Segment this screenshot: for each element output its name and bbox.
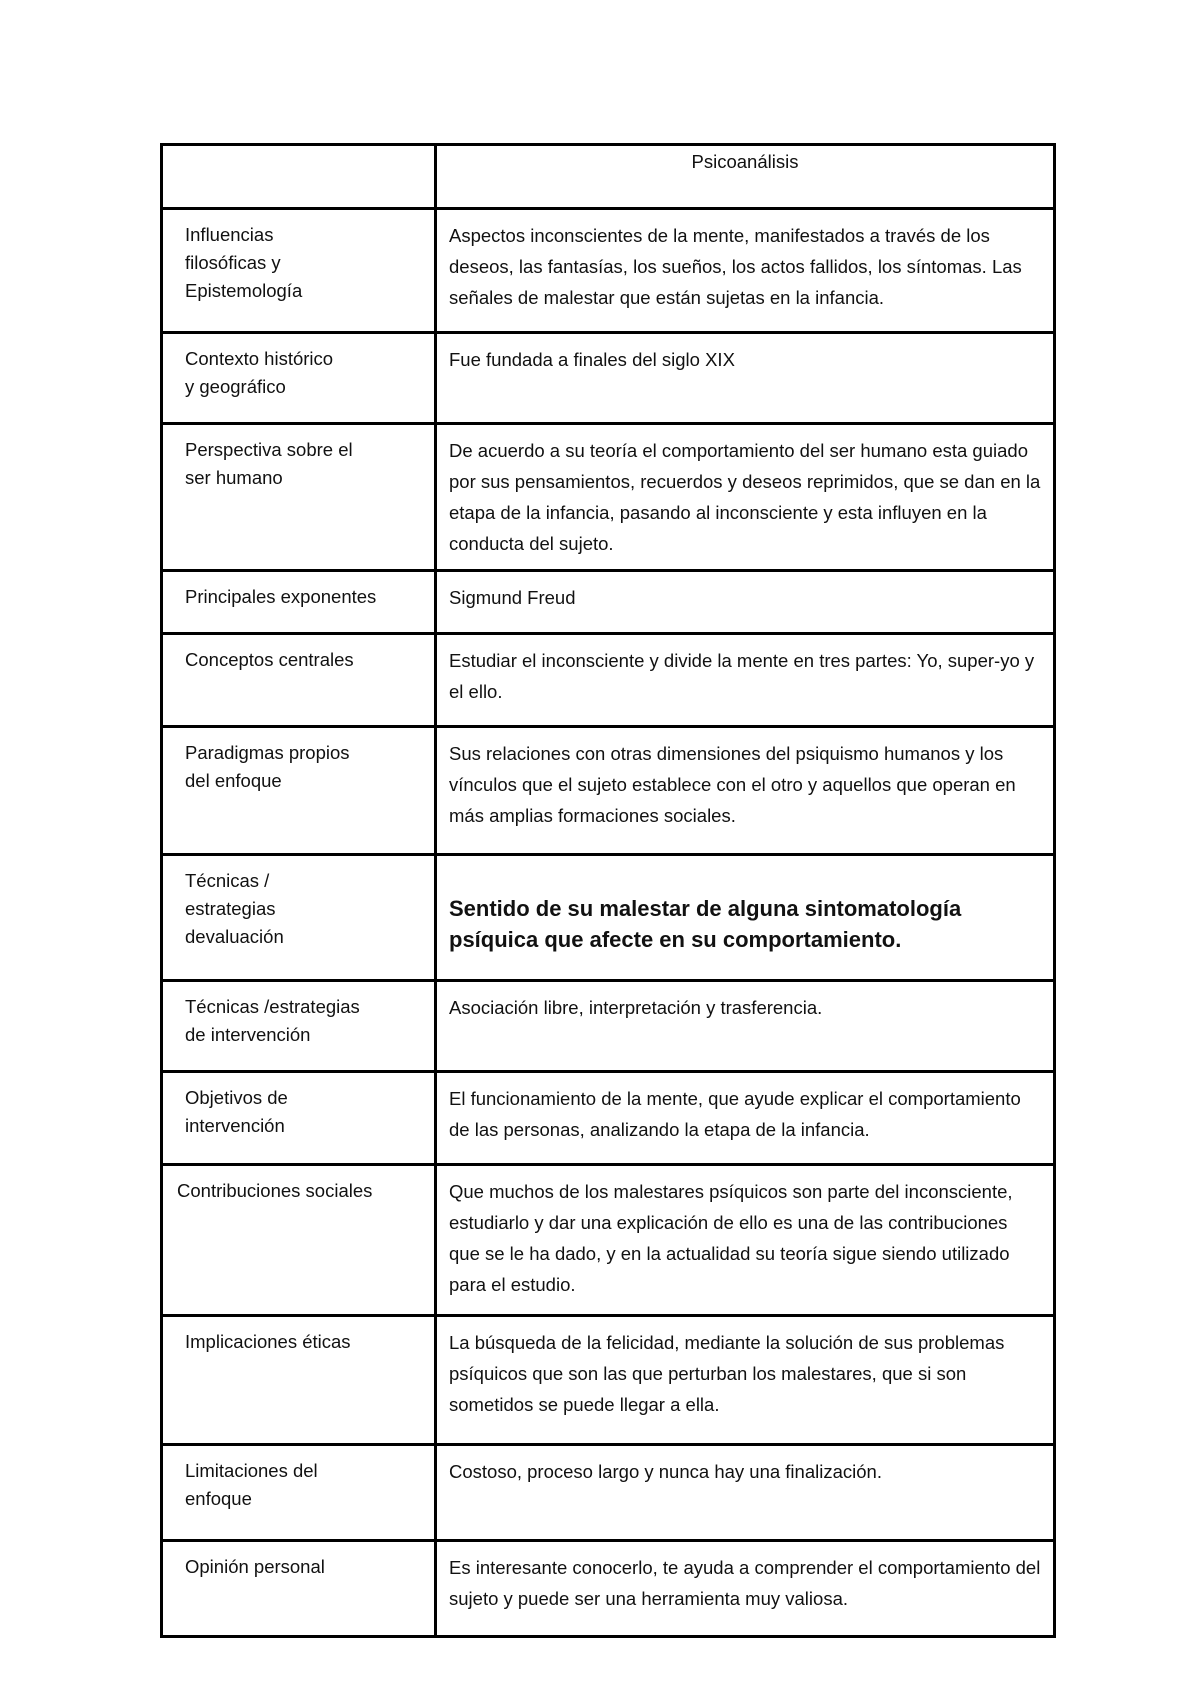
table-row xyxy=(162,209,1055,333)
label-line: enfoque xyxy=(185,1488,252,1509)
row-value-influencias: Aspectos inconscientes de la mente, manifestados a través de los deseos, las fantasías, los sueños, los actos fallidos, los síntomas. Las señales de malestar que están sujetas en la infancia. xyxy=(436,209,1055,333)
label-line: estrategias xyxy=(185,898,276,919)
table-row xyxy=(162,1316,1055,1445)
label-line: del enfoque xyxy=(185,770,282,791)
row-value-tecnicas-evaluacion: Sentido de su malestar de alguna sintomatología psíquica que afecte en su comportamiento. xyxy=(436,855,1055,981)
label-line: ser humano xyxy=(185,467,283,488)
row-label-exponentes xyxy=(162,571,436,634)
row-value-conceptos: Estudiar el inconsciente y divide la mente en tres partes: Yo, super-yo y el ello. xyxy=(436,634,1055,727)
header-empty-cell xyxy=(162,145,436,209)
row-label-opinion xyxy=(162,1541,436,1637)
label-line: Técnicas / xyxy=(185,870,270,891)
row-value-paradigmas: Sus relaciones con otras dimensiones del psiquismo humanos y los vínculos que el sujeto establece con el otro y aquellos que operan en más amplias formaciones sociales. xyxy=(436,727,1055,855)
row-label-tecnicas-intervencion xyxy=(162,981,436,1072)
row-value-tecnicas-intervencion: Asociación libre, interpretación y trasferencia. xyxy=(436,981,1055,1072)
row-label-contexto xyxy=(162,333,436,424)
row-label-implicaciones xyxy=(162,1316,436,1445)
table-row xyxy=(162,855,1055,981)
row-value-perspectiva: De acuerdo a su teoría el comportamiento del ser humano esta guiado por sus pensamientos, recuerdos y deseos reprimidos, que se dan en la etapa de la infancia, pasando al inconsciente y esta influyen en la conducta del sujeto. xyxy=(436,424,1055,571)
label-line: Implicaciones éticas xyxy=(185,1331,351,1352)
row-label-paradigmas xyxy=(162,727,436,855)
header-title-psicoanalisis: Psicoanálisis xyxy=(436,145,1055,209)
label-line: Principales exponentes xyxy=(185,586,377,607)
row-value-objetivos: El funcionamiento de la mente, que ayude explicar el comportamiento de las personas, analizando la etapa de la infancia. xyxy=(436,1072,1055,1165)
label-line: Conceptos centrales xyxy=(185,649,354,670)
table-row xyxy=(162,727,1055,855)
table-row xyxy=(162,1072,1055,1165)
row-value-contexto: Fue fundada a finales del siglo XIX xyxy=(436,333,1055,424)
label-line: Perspectiva sobre el xyxy=(185,439,353,460)
label-line: Epistemología xyxy=(185,280,303,301)
label-line: Objetivos de xyxy=(185,1087,288,1108)
label-line: de intervención xyxy=(185,1024,311,1045)
label-line: devaluación xyxy=(185,926,284,947)
row-label-perspectiva xyxy=(162,424,436,571)
row-value-opinion: Es interesante conocerlo, te ayuda a comprender el comportamiento del sujeto y puede ser una herramienta muy valiosa. xyxy=(436,1541,1055,1637)
table-row xyxy=(162,634,1055,727)
row-value-implicaciones: La búsqueda de la felicidad, mediante la solución de sus problemas psíquicos que son las que perturban los malestares, que si son sometidos se puede llegar a ella. xyxy=(436,1316,1055,1445)
table-row xyxy=(162,424,1055,571)
label-line: Influencias xyxy=(185,224,274,245)
row-label-conceptos xyxy=(162,634,436,727)
row-value-exponentes: Sigmund Freud xyxy=(436,571,1055,634)
row-label-contribuciones xyxy=(162,1165,436,1316)
table-row xyxy=(162,571,1055,634)
label-line: Contribuciones sociales xyxy=(177,1180,373,1201)
row-label-objetivos xyxy=(162,1072,436,1165)
row-label-influencias xyxy=(162,209,436,333)
table-header-row xyxy=(162,145,1055,209)
label-line: Paradigmas propios xyxy=(185,742,350,763)
row-label-tecnicas-evaluacion xyxy=(162,855,436,981)
label-line: Contexto histórico xyxy=(185,348,334,369)
label-line: filosóficas y xyxy=(185,252,281,273)
label-line: Técnicas /estrategias xyxy=(185,996,360,1017)
table-row xyxy=(162,1165,1055,1316)
table-row xyxy=(162,1445,1055,1541)
label-line: y geográfico xyxy=(185,376,286,397)
label-line: Limitaciones del xyxy=(185,1460,318,1481)
comparison-table xyxy=(160,143,1056,1638)
label-line: Opinión personal xyxy=(185,1556,325,1577)
table-row xyxy=(162,1541,1055,1637)
row-value-limitaciones: Costoso, proceso largo y nunca hay una finalización. xyxy=(436,1445,1055,1541)
table-row xyxy=(162,981,1055,1072)
label-line: intervención xyxy=(185,1115,285,1136)
row-value-contribuciones: Que muchos de los malestares psíquicos son parte del inconsciente, estudiarlo y dar una explicación de ello es una de las contribuciones que se le ha dado, y en la actualidad su teoría sigue siendo utilizado para el estudio. xyxy=(436,1165,1055,1316)
row-label-limitaciones xyxy=(162,1445,436,1541)
table-row xyxy=(162,333,1055,424)
